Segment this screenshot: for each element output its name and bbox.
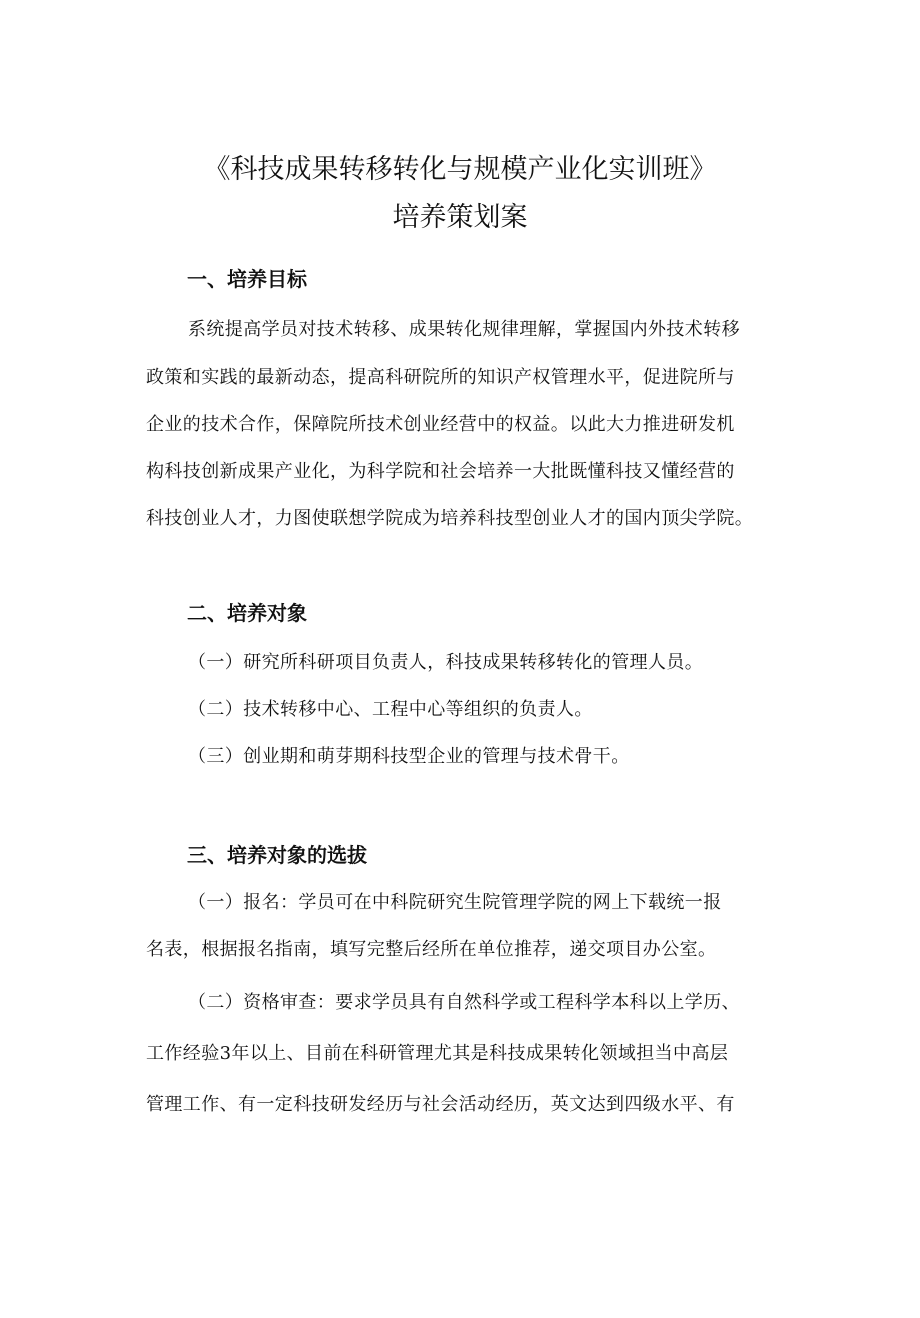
paragraph-line: 科技创业人才，力图使联想学院成为培养科技型创业人才的国内顶尖学院。 [146, 508, 754, 529]
paragraph-line: 企业的技术合作，保障院所技术创业经营中的权益。以此大力推进研发机 [146, 414, 735, 435]
paragraph-line: 政策和实践的最新动态，提高科研院所的知识产权管理水平，促进院所与 [146, 367, 735, 388]
paragraph-line: （一）报名：学员可在中科院研究生院管理学院的网上下载统一报 [188, 892, 722, 913]
paragraph-line: 名表，根据报名指南，填写完整后经所在单位推荐，递交项目办公室。 [146, 939, 717, 960]
list-item: （三）创业期和萌芽期科技型企业的管理与技术骨干。 [188, 746, 630, 767]
document-title: 《科技成果转移转化与规模产业化实训班》 [203, 154, 717, 185]
paragraph-line: 工作经验3年以上、目前在科研管理尤其是科技成果转化领域担当中高层 [146, 1043, 729, 1064]
paragraph-line: 系统提高学员对技术转移、成果转化规律理解，掌握国内外技术转移 [188, 319, 740, 340]
section-heading-targets: 二、培养对象 [187, 601, 307, 625]
section-heading-selection: 三、培养对象的选拔 [187, 843, 367, 867]
list-item: （二）技术转移中心、工程中心等组织的负责人。 [188, 699, 593, 720]
document-subtitle: 培养策划案 [392, 202, 528, 233]
paragraph-line: 管理工作、有一定科技研发经历与社会活动经历，英文达到四级水平、有 [146, 1094, 735, 1115]
paragraph-line: （二）资格审查：要求学员具有自然科学或工程科学本科以上学历、 [188, 992, 740, 1013]
list-item: （一）研究所科研项目负责人，科技成果转移转化的管理人员。 [188, 652, 704, 673]
paragraph-line: 构科技创新成果产业化，为科学院和社会培养一大批既懂科技又懂经营的 [146, 461, 735, 482]
section-heading-goals: 一、培养目标 [187, 267, 307, 291]
